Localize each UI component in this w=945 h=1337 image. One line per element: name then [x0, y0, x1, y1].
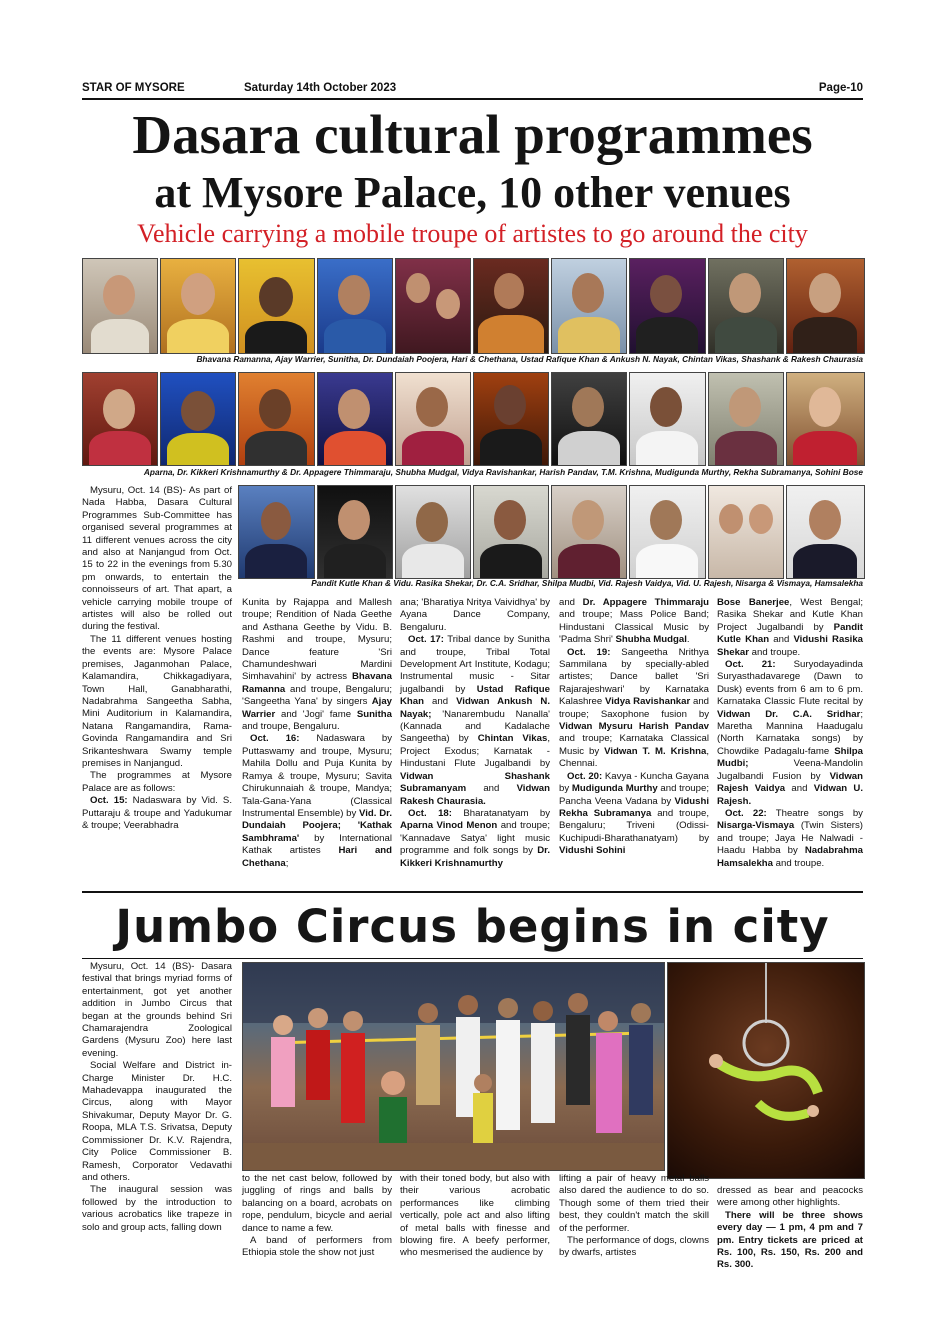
story2-column-5: dressed as bear and peacocks were among other highlights. There will be three shows every day — 1 pm, 4 pm and 7 pm. Entry tickets are priced at Rs. 100, Rs. 150, Rs. 200 and Rs. 300.: [717, 1185, 863, 1271]
artist-photo: [317, 258, 393, 354]
artist-photo: [395, 258, 471, 354]
artist-photo: [317, 485, 393, 579]
photo-caption-row2: Aparna, Dr. Kikkeri Krishnamurthy & Dr. Appagere Thimmaraju, Shubha Mudgal, Vidya Ravishankar, Harish Pandav, T.M. Krishna, Mudigunda Murthy, Rekha Subramanya, Sohini Bose: [143, 467, 863, 477]
artist-photo: [395, 372, 471, 466]
masthead-rule: [82, 98, 863, 100]
artist-photo: [160, 372, 236, 466]
artist-photo: [160, 258, 236, 354]
artist-photo: [82, 258, 158, 354]
story1-column-5: Bose Banerjee, West Bengal; Rasika Shekar and Kutle Khan Project Jugalbandi by Pandit Kutle Khan and Vidushi Rasika Shekar and troupe. Oct. 21: Suryodayadinda Suryasthadavarege (Dawn to Dusk) events from 6 am to 6 pm. Karnataka Classic Flute recital by Vidwan Dr. C.A. Sridhar; Maretha Mannina Haadugalu (North Karnataka songs) by Chowdike Padagalu-fame Shilpa Mudbi; Veena-Mandolin Jugalbandi Fusion by Vidwan Rajesh Vaidya and Vidwan U. Rajesh. Oct. 22: Theatre songs by Nisarga-Vismaya (Twin Sisters) and troupe; Jaya He Nalwadi - Haadu Habba by Nadabrahma Hamsalekha and troupe.: [717, 597, 864, 869]
acrobat-scene: [668, 963, 864, 1178]
artist-photo: [473, 372, 549, 466]
artist-photo: [473, 485, 549, 579]
inauguration-scene: [243, 963, 664, 1170]
story2-column-2: to the net cast below, followed by juggling of rings and balls by balancing on a board, acrobats on rope, pendulum, bicycle and aerial dance to name a few. A band of performers from Ethiopia stole the show not just: [242, 1173, 392, 1259]
artist-photo: [786, 372, 865, 466]
masthead: [82, 82, 863, 98]
issue-date: Saturday 14th October 2023: [244, 82, 397, 94]
artist-photo: [708, 258, 784, 354]
subheadline: Vehicle carrying a mobile troupe of artistes to go around the city: [137, 219, 808, 248]
artist-photo: [708, 372, 784, 466]
artist-photo: [551, 485, 627, 579]
artist-photo: [786, 485, 865, 579]
artist-photo: [238, 485, 315, 579]
artist-photo: [786, 258, 865, 354]
page-number: Page-10: [818, 82, 863, 94]
headline-circus: Jumbo Circus begins in city: [115, 900, 830, 953]
photo-caption-row3: Pandit Kutle Khan & Vidu. Rasika Shekar, Dr. C.A. Sridhar, Shilpa Mudbi, Vid. Rajesh Vaidya, Vid. U. Rajesh, Nisarga & Vismaya, Hamsalekha: [311, 578, 863, 588]
artist-photo: [629, 372, 706, 466]
section-rule: [82, 958, 863, 959]
artist-photo: [473, 258, 549, 354]
artist-photo: [82, 372, 158, 466]
paper-name: STAR OF MYSORE: [82, 82, 185, 94]
acrobat-photo: [667, 962, 865, 1179]
headline-line1: Dasara cultural programmes: [132, 104, 813, 165]
artist-photo: [708, 485, 784, 579]
story1-column-1: Mysuru, Oct. 14 (BS)- As part of Nada Habba, Dasara Cultural Programmes Sub-Committee has organised several programmes at 11 different venues across the city and also at Nanjangud from Oct. 15 to 22 in the evenings from 5.30 pm onwards, to entertain the connoisseurs of art. That apart, a vehicle carrying mobile troupe of artistes will also be rolled out during the festival. The 11 different venues hosting the events are: Mysore Palace premises, Jaganmohan Palace, Kalamandira, Chikkagadiyara, Town Hall, Ganabharathi, Nadabrahma Sangeetha Sabha, Mini Auditorium in Kalamandira, Natana Rangamandira, Rama-Govinda Rangamandira and Sri Srikanteshwara Swamy temple premises in Nanjangud. The programmes at Mysore Palace are as follows: Oct. 15: Nadaswara by Vid. S. Puttaraju & troupe and Yadukumar & troupe; Veerabhadra: [82, 485, 232, 831]
story2-column-1: Mysuru, Oct. 14 (BS)- Dasara festival that brings myriad forms of entertainment, got yet another addition in Jumbo Circus that began at the grounds behind Sri Chamarajendra Zoological Gardens (Mysuru Zoo) here last evening. Social Welfare and District in-Charge Minister Dr. H.C. Mahadevappa inaugurated the Circus, along with Mayor Shivakumar, Deputy Mayor Dr. G. Roopa, MLA T.S. Srivatsa, Deputy Commissioner Dr. K.V. Rajendra, City Police Commissioner B. Ramesh, Corporator Vedavathi and others. The inaugural session was followed by the introduction to various acrobatics like trapeze in solo and group acts, falling down: [82, 961, 232, 1233]
artist-photo: [238, 258, 315, 354]
artist-photo: [238, 372, 315, 466]
story1-column-2: Kunita by Rajappa and Mallesh troupe; Rendition of Nada Geethe and Asthana Geethe by Vidu. B. Rashmi and troupe, Mysuru; Dance feature 'Sri Chamundeshwari Mardini Simhavahini' by actress Bhavana Ramanna and troupe, Bengaluru; 'Sangeetha Yana' by singers Ajay Warrier and 'Jogi' fame Sunitha and troupe, Bengaluru. Oct. 16: Nadaswara by Puttaswamy and troupe, Mysuru; Mahila Dollu and Puja Kunita by Ramya & troupe, Mysuru; Savita Chirukunnaiah & troupe, Mandya; Tala-Gana-Yana (Classical Instrumental Ensemble) by Vid. Dr. Dundaiah Poojera; 'Kathak Sambhrama' by International Kathak artistes Hari and Chethana;: [242, 597, 392, 869]
artist-photo: [395, 485, 471, 579]
artist-photo: [629, 258, 706, 354]
section-rule: [82, 891, 863, 893]
photo-caption-row1: Bhavana Ramanna, Ajay Warrier, Sunitha, Dr. Dundaiah Poojera, Hari & Chethana, Ustad Rafique Khan & Ankush N. Nayak, Chintan Vikas, Shashank & Rakesh Chaurasia: [196, 354, 863, 364]
story1-column-3: ana; 'Bharatiya Nritya Vaividhya' by Ayana Dance Company, Bengaluru. Oct. 17: Tribal dance by Sunitha and troupe, Tribal Total Development Art Institute, Kodagu; Instrumental music - Sitar jugalbandi by Ustad Rafique Khan and Vidwan Ankush N. Nayak; 'Nanarembudu Nanalla' (Kannada and Kadalache Sangeetha) by Chintan Vikas, Project Exodus; Karnatak - Hindustani Flute Jugalbandi by Vidwan Shashank Subramanyam and Vidwan Rakesh Chaurasia. Oct. 18: Bharatanatyam by Aparna Vinod Menon and troupe; 'Kannadave Satya' light music programme and folk songs by Dr. Kikkeri Krishnamurthy: [400, 597, 550, 869]
story2-column-4: lifting a pair of heavy metal balls also dared the audience to do so. Though some of them tried their best, they couldn't match the skill of the performer. The performance of dogs, clowns by dwarfs, artistes: [559, 1173, 709, 1259]
artist-photo: [629, 485, 706, 579]
artist-photo: [317, 372, 393, 466]
artist-photo: [551, 372, 627, 466]
story2-column-3: with their toned body, but also with their various acrobatic performances like climbing vertically, pole act and also lifting of metal balls with finesse and blowing fire. A beefy performer, who mesmerised the audience by: [400, 1173, 550, 1259]
artist-photo: [551, 258, 627, 354]
circus-inauguration-photo: [242, 962, 665, 1171]
headline-line2: at Mysore Palace, 10 other venues: [154, 168, 791, 217]
story1-column-4: and Dr. Appagere Thimmaraju and troupe; Mass Police Band; Hindustani Classical Music by 'Padma Shri' Shubha Mudgal. Oct. 19: Sangeetha Nrithya Sammilana by specially-abled artistes; Dance ballet 'Sri Rajarajeshwari' by Karnataka Kalashree Vidya Ravishankar and troupe; Saxophone fusion by Vidwan Mysuru Harish Pandav and troupe; Karnataka Classical Music by Vidwan T. M. Krishna, Chennai. Oct. 20: Kavya - Kuncha Gayana by Mudigunda Murthy and troupe; Pancha Veena Vadana by Vidushi Rekha Subramanya and troupe, Bengaluru; Triveni (Odissi-Kuchipudi-Bharathanatyam) by Vidushi Sohini: [559, 597, 709, 857]
